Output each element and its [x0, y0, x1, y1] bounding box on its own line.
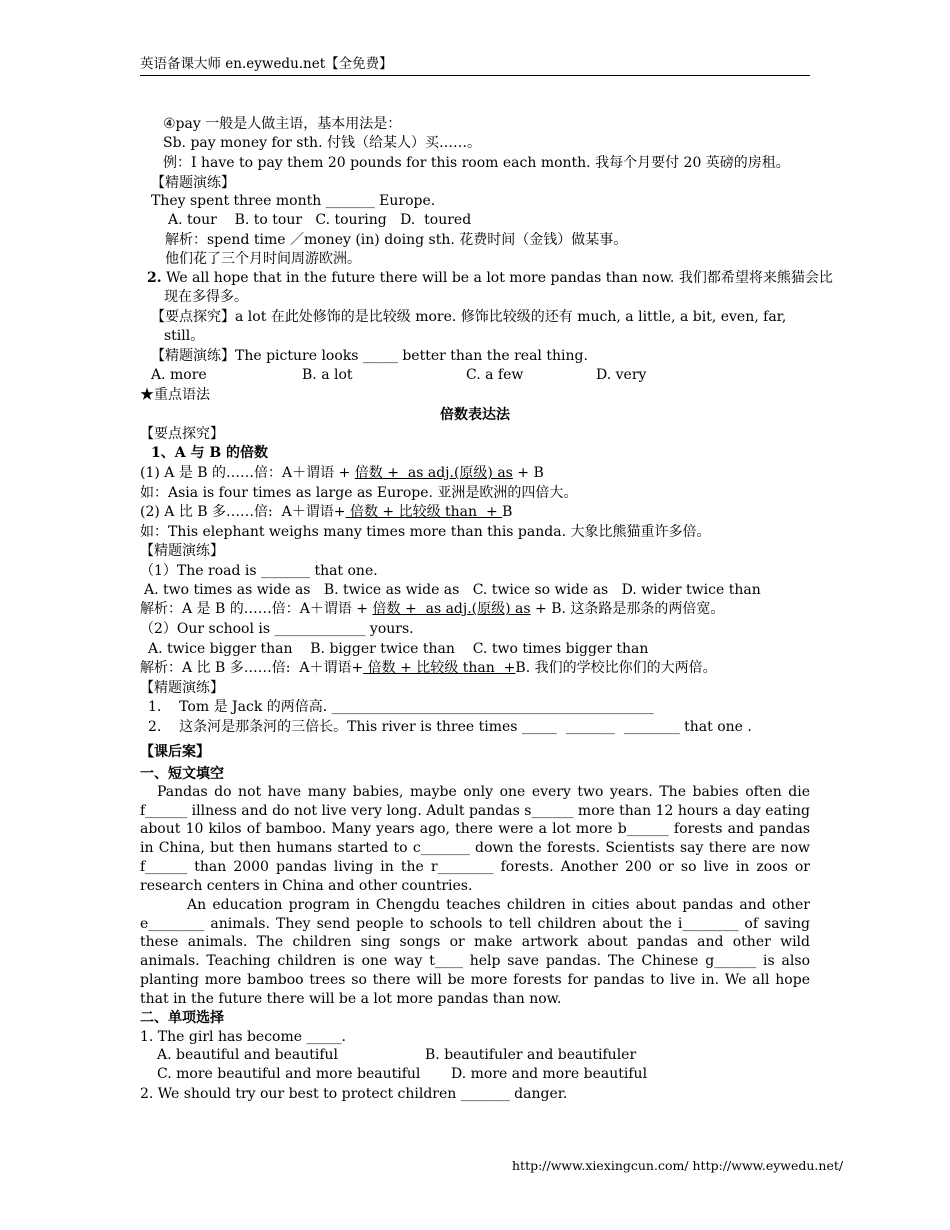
paragraph-1: Pandas do not have many babies, maybe only one every two years. The babies often die f______ illness and do not live very long. Adult pandas s______ more than 12 hours a day eating about 10 kilos of bamboo. Many years ago, there were a lot more b______ forests and pandas in China, but then humans started to c_______ down the forests. Scientists say there are now f______ than 2000 pandas living in the r________ forests. Another 200 or so live in zoos or research centers in China and other countries.	[140, 784, 810, 894]
a1-pre: 解析：A 是 B 的……倍：A＋谓语 +	[140, 601, 373, 617]
grammar-q1-options: A. two times as wide as B. twice as wide as C. twice so wide as D. wider twice than	[144, 582, 761, 598]
question-spent-options: A. tour B. to tour C. touring D. toured	[168, 212, 472, 228]
item-2-line-1	[147, 269, 833, 287]
practice-2: 【精题演练】The picture looks _____ better than the real thing.	[151, 348, 588, 364]
star-heading: ★重点语法	[140, 387, 210, 403]
after-class-heading: 【课后案】	[140, 744, 210, 760]
option-d: D. very	[596, 367, 647, 383]
rule-1-end: + B	[512, 465, 544, 481]
option-b: B. a lot	[302, 367, 353, 383]
rule-1-mid: ：A＋谓语 +	[268, 465, 355, 481]
a2-comp: 比较级 than +	[411, 660, 516, 676]
item-2-line-2: 现在多得多。	[164, 289, 248, 305]
grammar-key-heading: 【要点探究】	[140, 426, 224, 442]
paragraph-2: An education program in Chengdu teaches children in cities about pandas and other e________ animals. They send people to schools to tell children about the i________ of saving these animals. The children sing songs or make artwork about pandas and other wild animals. Teaching children is one way t____ help save pandas. The Chinese g______ is also planting more bamboo trees so there will be more forests for pandas to live in. We all hope that in the future there will be a lot more pandas than now.	[140, 897, 810, 1007]
rule-1-pre: (1) A 是 B 的……倍	[140, 465, 269, 481]
section-1-heading: 一、短文填空	[140, 766, 224, 782]
a1-asadj: as adj.(原级) as	[421, 601, 531, 617]
grammar-q2: （2）Our school is _____________ yours.	[140, 621, 414, 637]
grammar-practice-heading: 【精题演练】	[140, 543, 224, 559]
rule-1-asadj: as adj.(原级) as	[403, 465, 513, 481]
rule-1	[140, 464, 544, 482]
translate-1: 1. Tom 是 Jack 的两倍高. ______________________________________________	[148, 699, 654, 715]
rule-2	[140, 503, 512, 521]
page-header: 英语备课大师 en.eywedu.net【全免费】	[140, 56, 810, 76]
translate-2: 2. 这条河是那条河的三倍长。This river is three times _____ _______ ________ that one .	[148, 719, 752, 735]
pay-title: ④pay 一般是人做主语，基本用法是：	[163, 116, 402, 132]
pay-usage: Sb. pay money for sth. 付钱（给某人）买……。	[163, 135, 481, 151]
page-footer[interactable]: http://www.xiexingcun.com/ http://www.eywedu.net/	[512, 1158, 844, 1173]
question-spent: They spent three month _______ Europe.	[151, 193, 436, 209]
rule-1-plus: +	[382, 465, 404, 481]
explain-line-1: 解析：spend time ／money (in) doing sth. 花费时间（金钱）做某事。	[165, 232, 628, 248]
grammar-practice-2-heading: 【精题演练】	[140, 680, 224, 696]
key-point-line-1: 【要点探究】a lot 在此处修饰的是比较级 more. 修饰比较级的还有 much, a little, a bit, even, far,	[151, 309, 787, 325]
mc-question-1: 1. The girl has become _____.	[140, 1029, 346, 1045]
sub1: 1、A 与 B 的倍数	[151, 445, 269, 461]
a2-end: B. 我们的学校比你们的大两倍。	[515, 660, 717, 676]
practice-heading: 【精题演练】	[151, 175, 235, 191]
rule-2-pre: (2) A 比 B 多……倍: A＋谓语+	[140, 504, 346, 520]
a2-times: 倍数 +	[363, 660, 412, 676]
grammar-q1: （1）The road is _______ that one.	[140, 563, 378, 579]
grammar-a1	[140, 600, 724, 618]
explain-line-2: 他们花了三个月时间周游欧洲。	[165, 251, 361, 267]
mc-1-option-a: A. beautiful and beautiful	[157, 1047, 339, 1063]
option-a: A. more	[151, 367, 207, 383]
example-1: 如：Asia is four times as large as Europe. 亚洲是欧洲的四倍大。	[140, 485, 578, 501]
a1-plus: +	[400, 601, 422, 617]
rule-1-times: 倍数	[354, 465, 383, 481]
option-c: C. a few	[466, 367, 524, 383]
a1-end: + B. 这条路是那条的两倍宽。	[530, 601, 725, 617]
rule-2-end: B	[502, 504, 513, 520]
a1-times: 倍数	[372, 601, 401, 617]
key-point-line-2: still。	[164, 328, 205, 344]
mc-question-2: 2. We should try our best to protect children _______ danger.	[140, 1086, 568, 1102]
section-2-heading: 二、单项选择	[140, 1010, 224, 1026]
mc-1-option-b: B. beautifuler and beautifuler	[425, 1047, 637, 1063]
mc-1-option-c: C. more beautiful and more beautiful	[157, 1066, 421, 1082]
item-2-text: We all hope that in the future there will be a lot more pandas than now. 我们都希望将来熊猫会比	[161, 270, 833, 286]
rule-2-comp: 比较级 than +	[394, 504, 503, 520]
a2-pre: 解析：A 比 B 多……倍: A＋谓语+	[140, 660, 364, 676]
grammar-a2	[140, 659, 717, 677]
pay-example: 例：I have to pay them 20 pounds for this room each month. 我每个月要付 20 英磅的房租。	[163, 155, 790, 171]
grammar-title: 倍数表达法	[440, 407, 510, 423]
rule-2-times: 倍数 +	[345, 504, 395, 520]
example-2: 如：This elephant weighs many times more than this panda. 大象比熊猫重许多倍。	[140, 524, 711, 540]
mc-1-option-d: D. more and more beautiful	[451, 1066, 648, 1082]
grammar-subheading	[151, 444, 268, 462]
grammar-q2-options: A. twice bigger than B. bigger twice than C. two times bigger than	[148, 641, 649, 657]
item-2-number: 2.	[147, 270, 162, 286]
